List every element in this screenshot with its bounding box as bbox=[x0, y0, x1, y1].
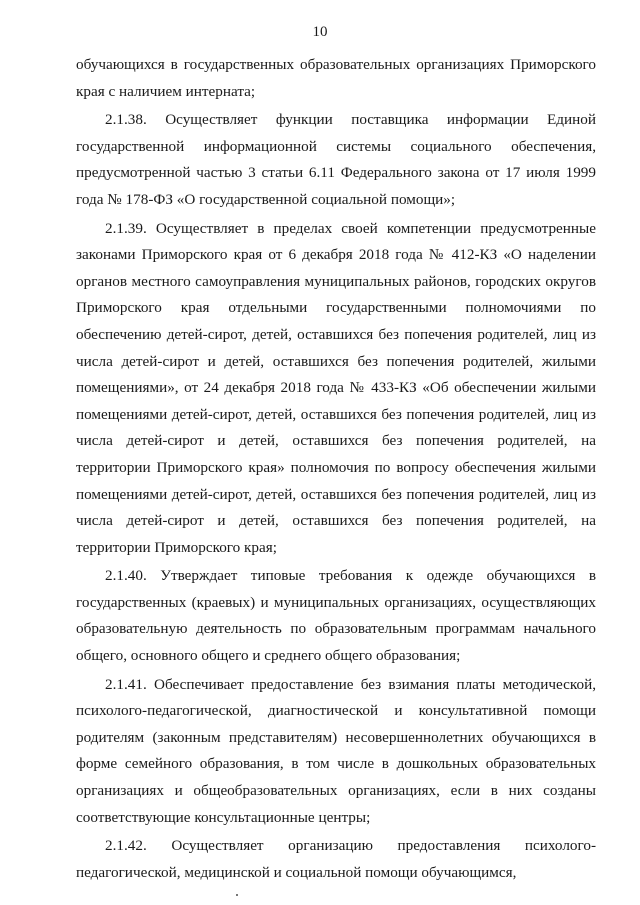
paragraph-2-1-39: 2.1.39. Осуществляет в пределах своей компетенции предусмотренные законами Приморского края от 6 декабря 2018 года № 412-КЗ «О наделении органов местного самоуправления муниципальных районов, городских округов Приморского края отдельными государственными полномочиями по обеспечению детей-сирот, детей, оставшихся без попечения родителей, лиц из числа детей-сирот и детей, оставшихся без попечения родителей, жилыми помещениями», от 24 декабря 2018 года № 433-КЗ «Об обеспечении жилыми помещениями детей-сирот, детей, оставшихся без попечения родителей, лиц из числа детей-сирот и детей, оставшихся без попечения родителей, на территории Приморского края» полномочия по вопросу обеспечения жилыми помещениями детей-сирот, детей, оставшихся без попечения родителей, лиц из числа детей-сирот и детей, оставшихся без попечения родителей, на территории Приморского края; bbox=[76, 219, 596, 556]
paragraph-2-1-41: 2.1.41. Обеспечивает предоставление без взимания платы методической, психолого-педагогической, диагностической и консультативной помощи родителям (законным представителям) несовершеннолетних обучающихся в форме семейного образования, в том числе в дошкольных образовательных организациях и общеобразовательных организациях, если в них созданы соответствующие консультационные центры; bbox=[76, 675, 596, 826]
paragraph-2-1-40: 2.1.40. Утверждает типовые требования к одежде обучающихся в государственных (краевых) и муниципальных организациях, осуществляющих образовательную деятельность по образовательным программам начального общего, основного общего и среднего общего образования; bbox=[76, 567, 596, 665]
page-number: 10 bbox=[312, 24, 328, 40]
paragraph-2-1-42: 2.1.42. Осуществляет организацию предоставления психолого-педагогической, медицинской и социальной помощи обучающимся, bbox=[76, 837, 596, 881]
paragraph-continuation: обучающихся в государственных образовательных организациях Приморского края с наличием интерната; bbox=[76, 56, 596, 100]
paragraph-2-1-38: 2.1.38. Осуществляет функции поставщика информации Единой государственной информационной системы социального обеспечения, предусмотренной частью 3 статьи 6.11 Федерального закона от 17 июля 1999 года № 178-ФЗ «О государственной социальной помощи»; bbox=[76, 111, 596, 208]
document-body bbox=[76, 52, 596, 888]
scan-speck bbox=[236, 894, 238, 896]
